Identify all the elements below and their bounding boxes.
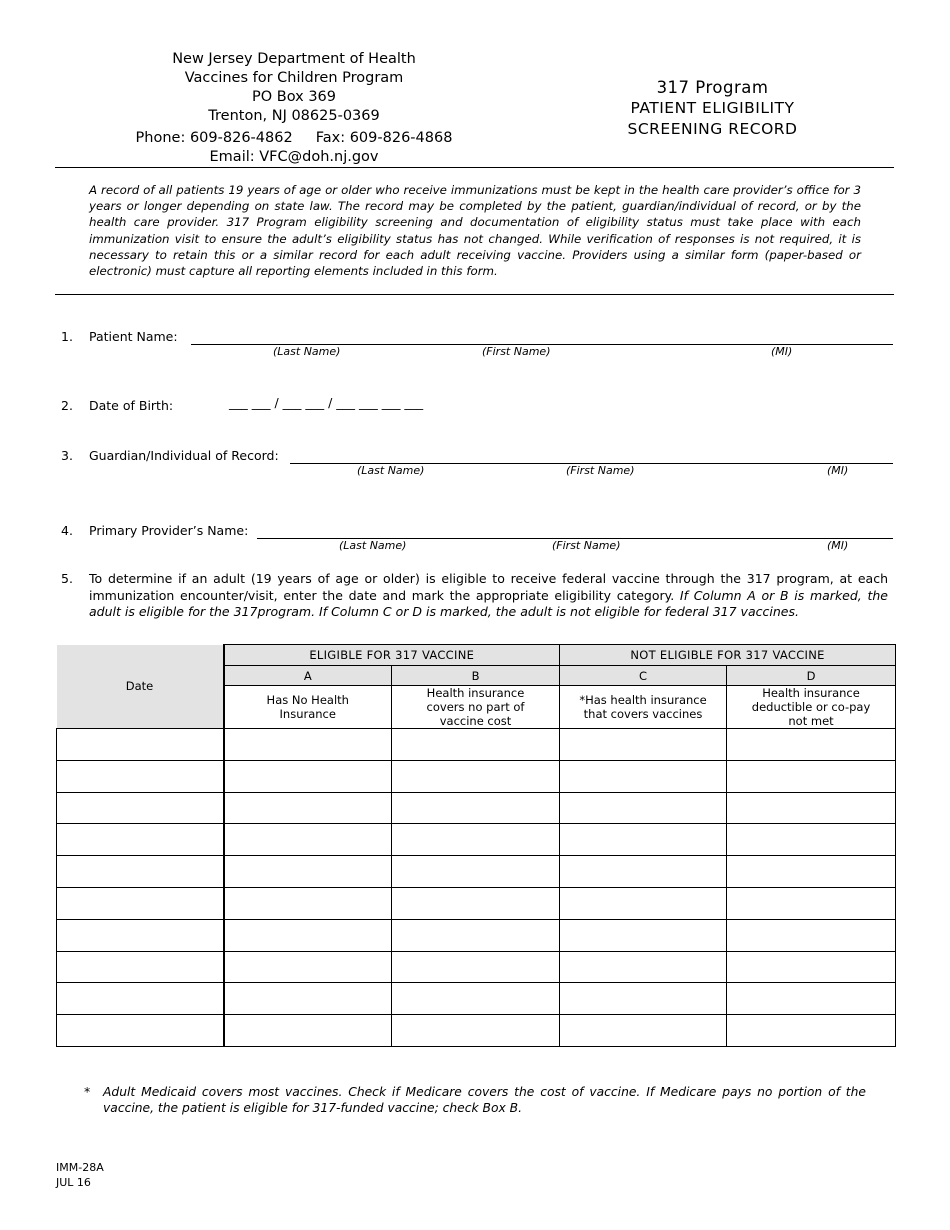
table-row	[57, 1015, 896, 1047]
q5-number: 5.	[61, 571, 73, 586]
column-c-checkbox-cell[interactable]	[560, 1015, 727, 1047]
column-c-checkbox-cell[interactable]	[560, 887, 727, 919]
column-d-checkbox-cell[interactable]	[727, 919, 896, 951]
column-c-checkbox-cell[interactable]	[560, 856, 727, 888]
column-a-checkbox-cell[interactable]	[224, 951, 392, 983]
provider-label: Primary Provider’s Name:	[89, 523, 249, 538]
column-c-checkbox-cell[interactable]	[560, 760, 727, 792]
table-row	[57, 983, 896, 1015]
patient-first-name-caption: (First Name)	[482, 345, 551, 358]
table-row	[57, 824, 896, 856]
column-c-letter: C	[560, 666, 727, 686]
table-row	[57, 760, 896, 792]
agency-address-block	[120, 50, 468, 167]
date-entry-cell[interactable]	[57, 1015, 224, 1047]
date-entry-cell[interactable]	[57, 856, 224, 888]
column-d-checkbox-cell[interactable]	[727, 729, 896, 761]
intro-paragraph: A record of all patients 19 years of age or older who receive immunizations must be kept in the health care provider’s office for 3 years or longer depending on state law. The record may be completed by the patient, guardian/individual of record, or by the health care provider. 317 Program eligibility screening and documentation of eligibility status must take place with each immunization visit to ensure the adult’s eligibility status has not changed. While verification of responses is not required, it is necessary to retain this or a similar record for each adult receiving vaccine. Providers using a similar form (paper-based or electronic) must capture all reporting elements included in this form.	[89, 183, 861, 279]
column-a-checkbox-cell[interactable]	[224, 792, 392, 824]
q4-number: 4.	[61, 523, 73, 538]
column-c-checkbox-cell[interactable]	[560, 983, 727, 1015]
date-column-header: Date	[57, 645, 224, 729]
form-title-line1: PATIENT ELIGIBILITY	[630, 99, 795, 117]
column-d-checkbox-cell[interactable]	[727, 1015, 896, 1047]
column-b-checkbox-cell[interactable]	[392, 983, 560, 1015]
form-id-block	[56, 1160, 104, 1190]
q5-text: To determine if an adult (19 years of age or older) is eligible to receive federal vaccine through the 317 program, at each immunization encounter/visit, enter the date and mark the appropriate eligibility category.	[89, 571, 888, 603]
column-a-letter: A	[224, 666, 392, 686]
patient-name-label: Patient Name:	[89, 329, 178, 344]
dob-field[interactable]: ___ ___ / ___ ___ / ___ ___ ___ ___	[229, 395, 424, 410]
column-a-checkbox-cell[interactable]	[224, 856, 392, 888]
date-entry-cell[interactable]	[57, 824, 224, 856]
guardian-first-name-caption: (First Name)	[566, 464, 635, 477]
column-d-description-text: Health insurance deductible or co-pay not met	[751, 686, 871, 728]
q5-italic-text: If Column A or B is marked, the adult is eligible for the 317program. If Column C or D is marked, the adult is not eligible for federal 317 vaccines.	[89, 587, 888, 619]
column-d-checkbox-cell[interactable]	[727, 760, 896, 792]
q1-number: 1.	[61, 329, 73, 344]
column-c-checkbox-cell[interactable]	[560, 919, 727, 951]
program-label: 317 Program	[656, 78, 769, 97]
date-entry-cell[interactable]	[57, 729, 224, 761]
eligibility-table-body	[57, 729, 896, 1047]
guardian-last-name-caption: (Last Name)	[357, 464, 425, 477]
column-b-checkbox-cell[interactable]	[392, 729, 560, 761]
eligible-group-header: ELIGIBLE FOR 317 VACCINE	[224, 645, 560, 666]
column-a-checkbox-cell[interactable]	[224, 824, 392, 856]
email-address: Email: VFC@doh.nj.gov	[209, 149, 379, 165]
agency-name: New Jersey Department of Health	[172, 51, 416, 67]
q2-number: 2.	[61, 398, 73, 413]
dob-label: Date of Birth:	[89, 398, 174, 413]
provider-mi-caption: (MI)	[827, 539, 849, 552]
column-b-checkbox-cell[interactable]	[392, 1015, 560, 1047]
guardian-label: Guardian/Individual of Record:	[89, 448, 279, 463]
date-entry-cell[interactable]	[57, 760, 224, 792]
column-a-checkbox-cell[interactable]	[224, 983, 392, 1015]
column-b-letter: B	[392, 666, 560, 686]
table-row	[57, 887, 896, 919]
guardian-mi-caption: (MI)	[827, 464, 849, 477]
column-a-description	[224, 686, 392, 729]
column-c-checkbox-cell[interactable]	[560, 792, 727, 824]
column-b-checkbox-cell[interactable]	[392, 792, 560, 824]
column-c-checkbox-cell[interactable]	[560, 729, 727, 761]
form-title-block	[590, 77, 835, 140]
date-entry-cell[interactable]	[57, 983, 224, 1015]
table-row	[57, 951, 896, 983]
program-name: Vaccines for Children Program	[184, 70, 404, 86]
column-b-checkbox-cell[interactable]	[392, 856, 560, 888]
column-d-description	[727, 686, 896, 729]
column-d-checkbox-cell[interactable]	[727, 951, 896, 983]
eligibility-table	[56, 644, 896, 1047]
column-d-checkbox-cell[interactable]	[727, 856, 896, 888]
column-c-description	[560, 686, 727, 729]
city-state-zip: Trenton, NJ 08625-0369	[208, 108, 380, 124]
column-b-checkbox-cell[interactable]	[392, 824, 560, 856]
form-title-line2: SCREENING RECORD	[627, 120, 798, 138]
column-b-checkbox-cell[interactable]	[392, 951, 560, 983]
column-d-checkbox-cell[interactable]	[727, 887, 896, 919]
column-d-checkbox-cell[interactable]	[727, 792, 896, 824]
table-row	[57, 856, 896, 888]
column-c-description-text: *Has health insurance that covers vaccines	[579, 693, 707, 721]
column-a-checkbox-cell[interactable]	[224, 1015, 392, 1047]
form-number: IMM-28A	[56, 1161, 104, 1174]
table-row	[57, 729, 896, 761]
fax-number: Fax: 609-826-4868	[315, 130, 453, 146]
phone-number: Phone: 609-826-4862	[135, 130, 293, 146]
column-d-letter: D	[727, 666, 896, 686]
provider-last-name-caption: (Last Name)	[339, 539, 407, 552]
date-entry-cell[interactable]	[57, 887, 224, 919]
header-divider	[55, 167, 894, 168]
column-a-checkbox-cell[interactable]	[224, 919, 392, 951]
q3-number: 3.	[61, 448, 73, 463]
date-entry-cell[interactable]	[57, 792, 224, 824]
column-a-checkbox-cell[interactable]	[224, 729, 392, 761]
footnote-marker: *	[84, 1084, 91, 1099]
table-row	[57, 792, 896, 824]
column-b-description	[392, 686, 560, 729]
column-b-checkbox-cell[interactable]	[392, 919, 560, 951]
column-d-checkbox-cell[interactable]	[727, 824, 896, 856]
q5-instructions	[89, 571, 888, 621]
not-eligible-group-header: NOT ELIGIBLE FOR 317 VACCINE	[560, 645, 896, 666]
po-box: PO Box 369	[251, 89, 336, 105]
date-entry-cell[interactable]	[57, 919, 224, 951]
patient-mi-caption: (MI)	[771, 345, 793, 358]
column-b-description-text: Health insurance covers no part of vaccine cost	[426, 686, 525, 728]
column-a-description-text: Has No Health Insurance	[266, 693, 349, 721]
provider-first-name-caption: (First Name)	[552, 539, 621, 552]
column-a-checkbox-cell[interactable]	[224, 887, 392, 919]
column-d-checkbox-cell[interactable]	[727, 983, 896, 1015]
column-b-checkbox-cell[interactable]	[392, 760, 560, 792]
date-entry-cell[interactable]	[57, 951, 224, 983]
column-c-checkbox-cell[interactable]	[560, 951, 727, 983]
column-a-checkbox-cell[interactable]	[224, 760, 392, 792]
form-revision-date: JUL 16	[56, 1176, 91, 1189]
patient-last-name-caption: (Last Name)	[273, 345, 341, 358]
table-row	[57, 919, 896, 951]
contact-line	[120, 129, 468, 148]
column-b-checkbox-cell[interactable]	[392, 887, 560, 919]
column-c-checkbox-cell[interactable]	[560, 824, 727, 856]
footnote-text: Adult Medicaid covers most vaccines. Check if Medicare covers the cost of vaccine. If Medicare pays no portion of the vaccine, the patient is eligible for 317-funded vaccine; check Box B.	[103, 1085, 866, 1116]
intro-divider	[55, 294, 894, 295]
